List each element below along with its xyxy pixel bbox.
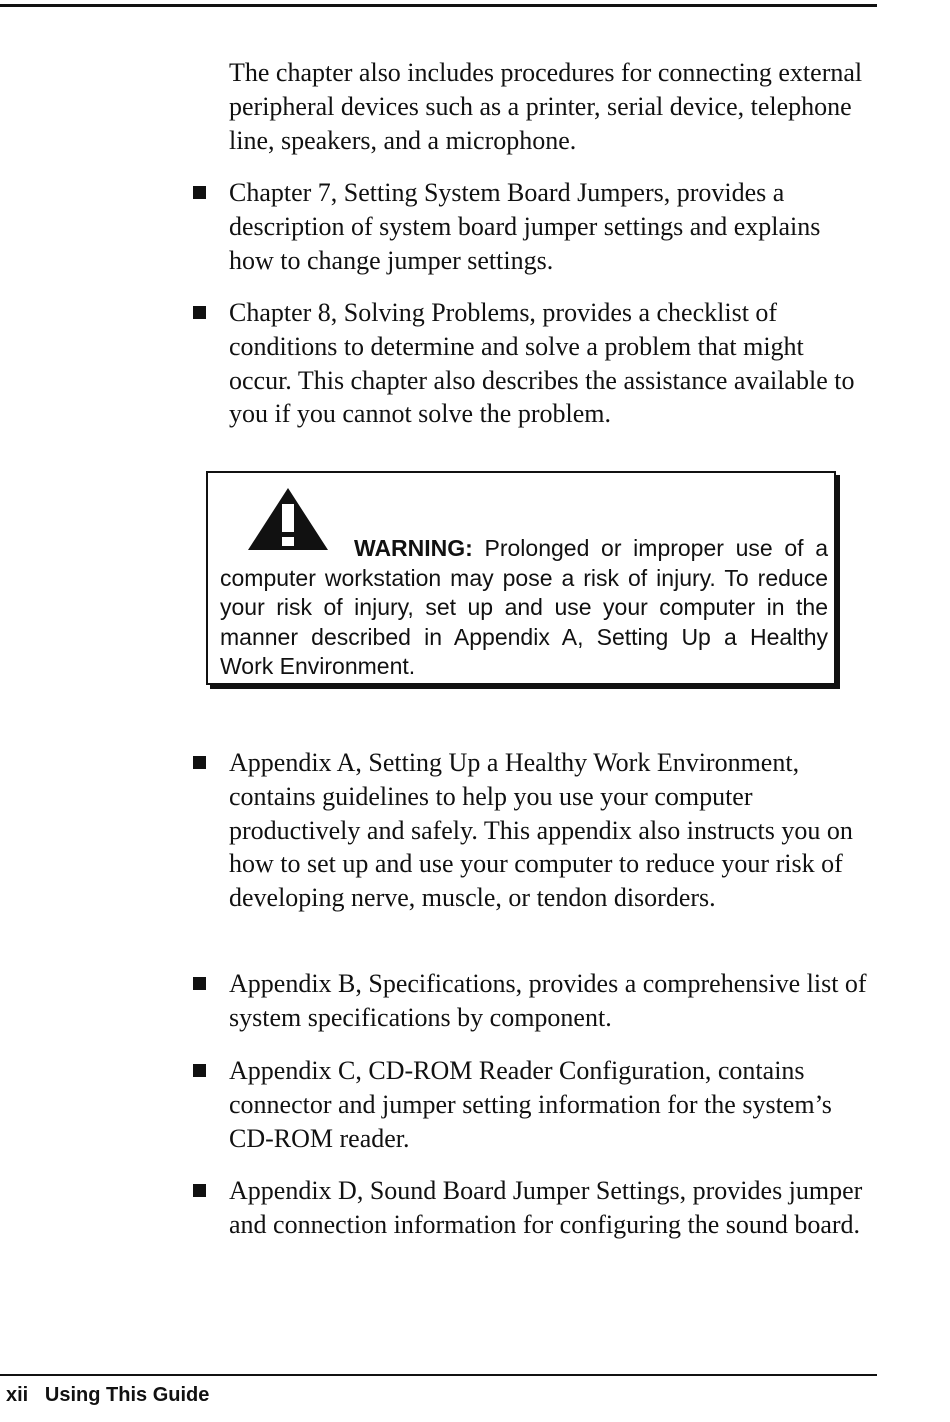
list-item-appendix-a: Appendix A, Setting Up a Healthy Work Environment, contains guidelines to help you use your computer productively and safely. This appendix also instructs you on how to set up and use your computer to reduce your risk of developing nerve, muscle, or tendon disorders. [229,748,853,913]
bullet-marker [193,1064,206,1077]
list-item-chapter-8: Chapter 8, Solving Problems, provides a checklist of conditions to determine and solve a problem that might occur. This chapter also describes the assistance available to you if you cannot solve the problem. [229,298,855,429]
header-rule [0,4,877,7]
list-item-appendix-b: Appendix B, Specifications, provides a comprehensive list of system specifications by component. [229,969,867,1032]
bullet-marker [193,1184,206,1197]
list-item-appendix-c: Appendix C, CD-ROM Reader Configuration, contains connector and jumper setting information for the system’s CD-ROM reader. [229,1056,832,1153]
list-item-appendix-d: Appendix D, Sound Board Jumper Settings, provides jumper and connection information for configuring the sound board. [229,1176,863,1239]
page-footer [6,1384,209,1407]
warning-message: Prolonged or improper use of a computer workstation may pose a risk of injury. To reduce your risk of injury, set up and use your computer in the manner described in Appendix A, Setting Up a Healthy Work Environment. [220,535,829,680]
bullet-marker [193,306,206,319]
warning-text [220,534,828,682]
intro-paragraph: The chapter also includes procedures for connecting external peripheral devices such as a printer, serial device, telephone line, speakers, and a microphone. [229,58,863,155]
bullet-marker [193,186,206,199]
footer-section-title: Using This Guide [44,1384,210,1406]
page-number: xii [6,1384,29,1406]
warning-label: WARNING: [354,535,473,561]
list-item-chapter-7: Chapter 7, Setting System Board Jumpers, provides a description of system board jumper settings and explains how to change jumper settings. [229,178,821,275]
footer-rule [0,1374,877,1376]
bullet-marker [193,977,206,990]
warning-box [206,471,836,685]
bullet-marker [193,756,206,769]
